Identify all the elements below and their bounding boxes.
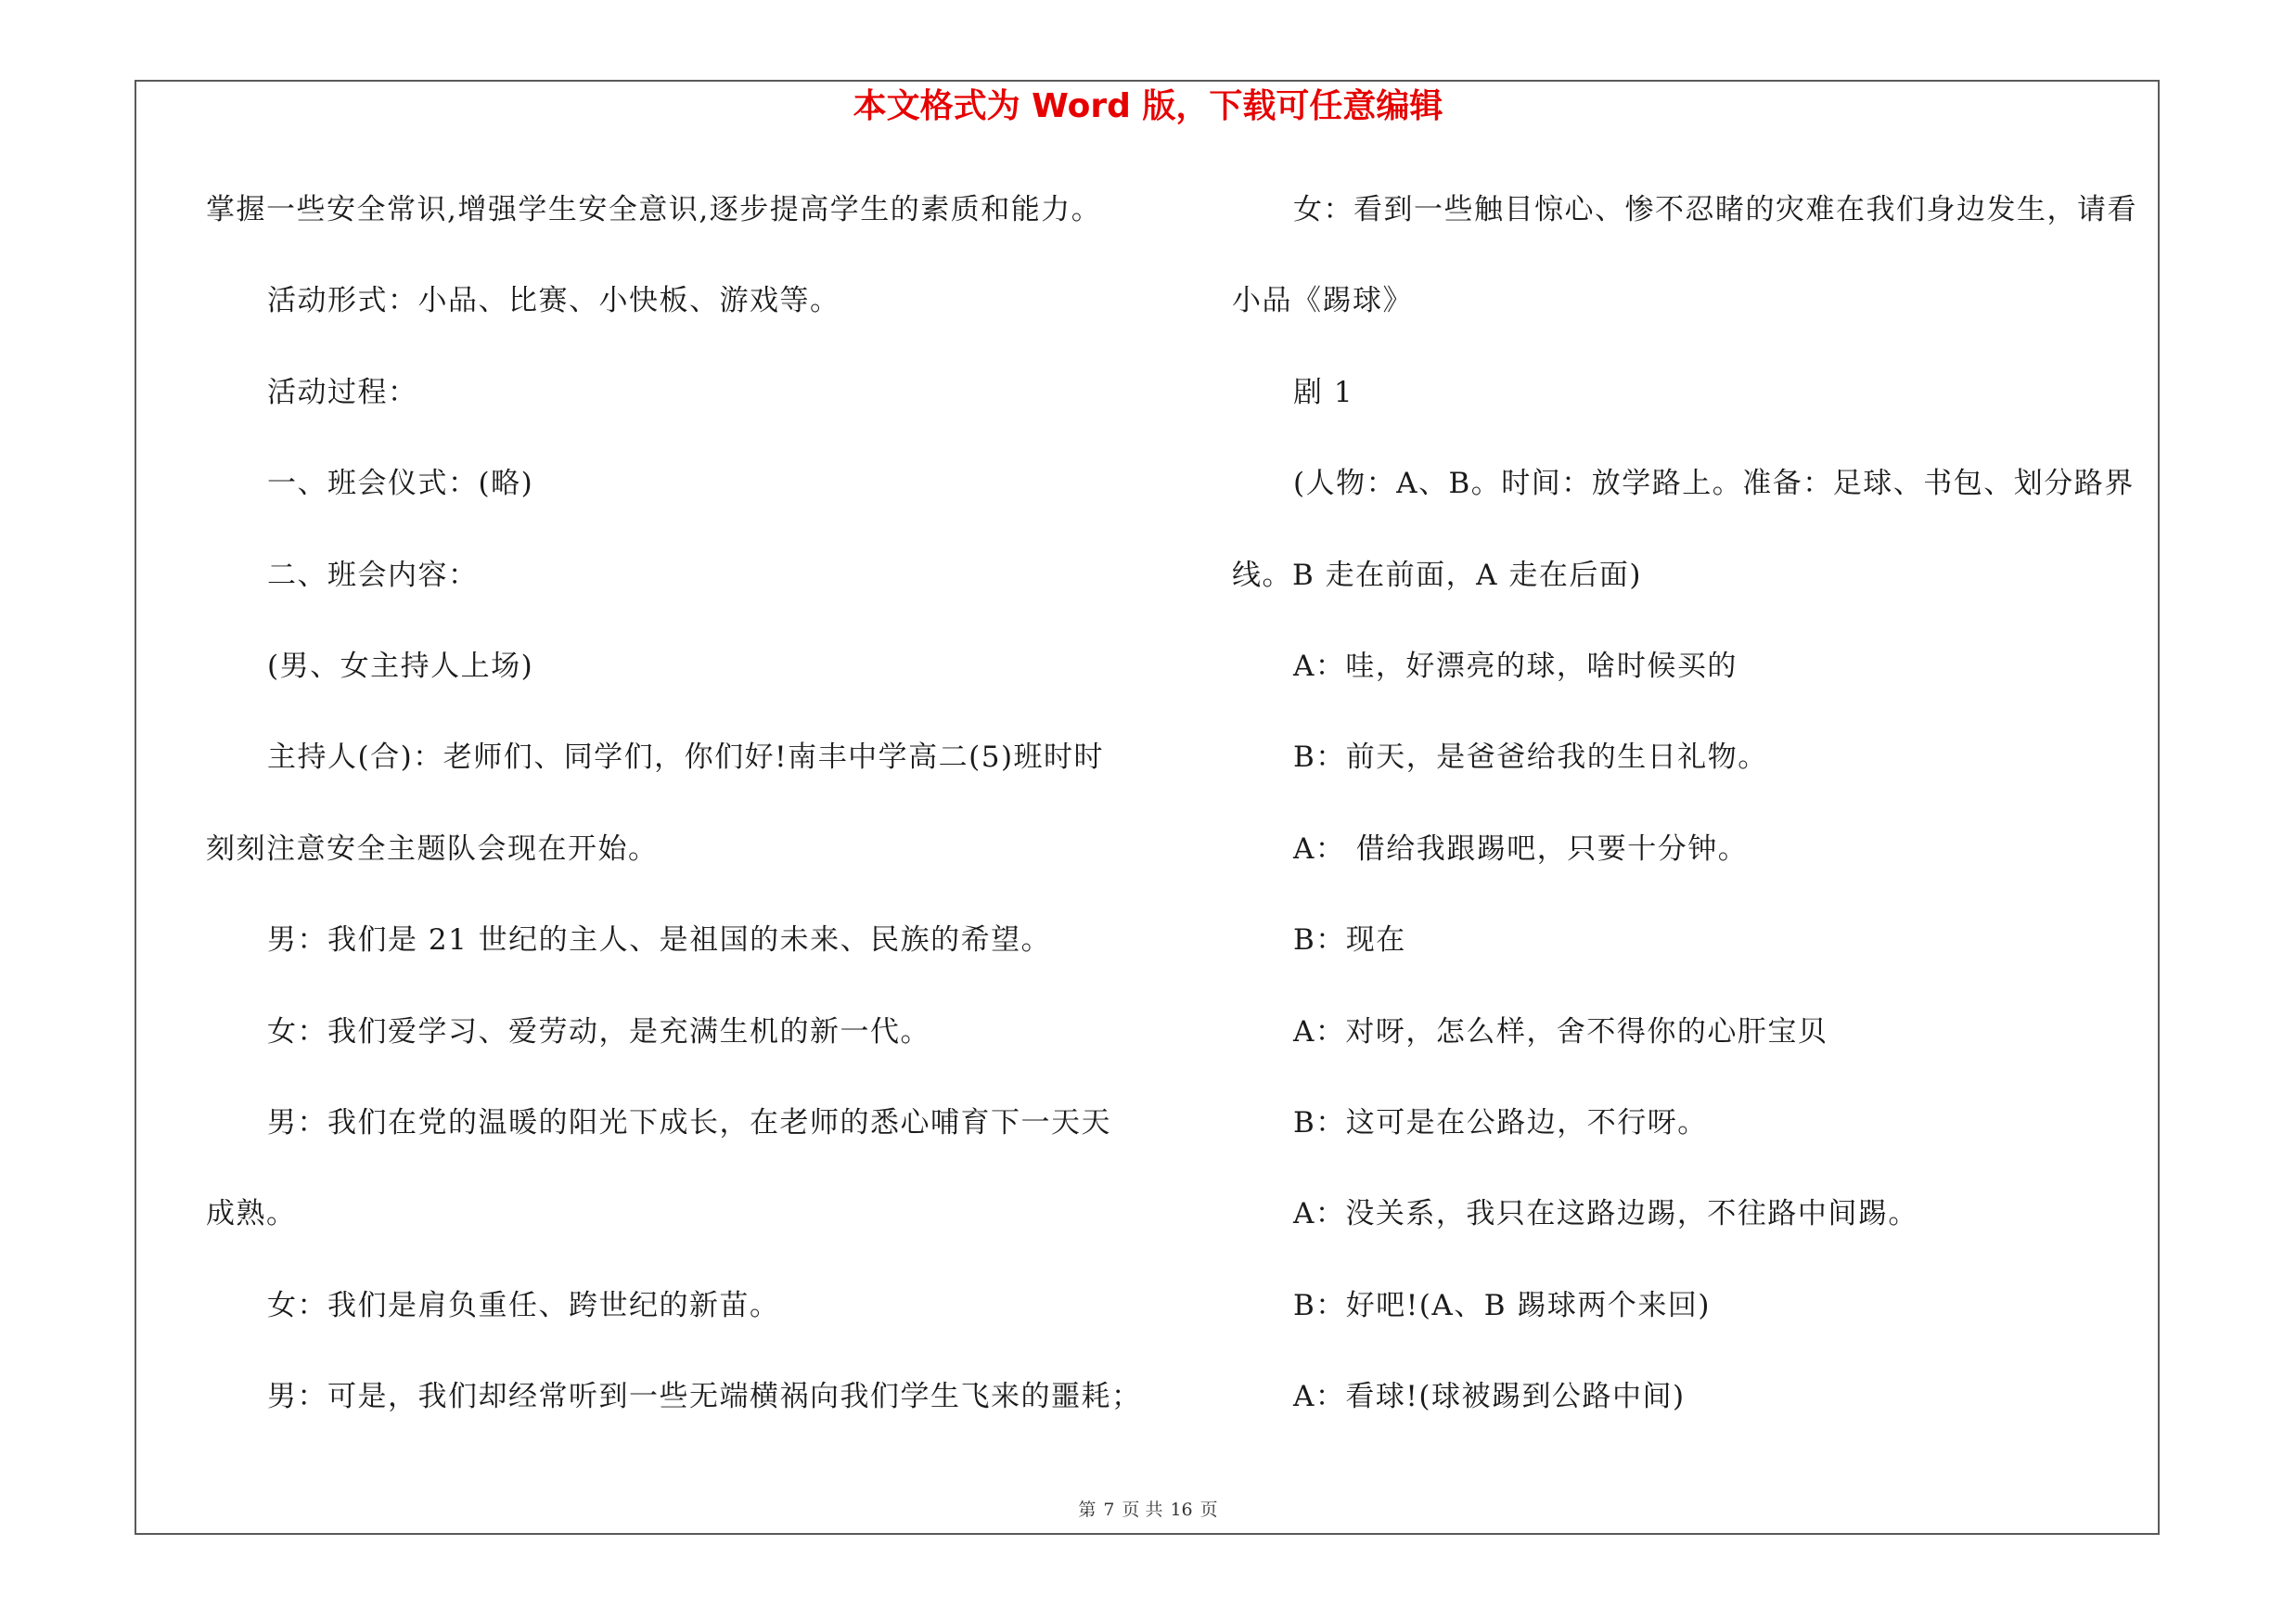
text-line: 一、班会仪式：(略) [267,467,534,501]
right-column [1232,187,2160,1464]
text-line: 男：我们是 21 世纪的主人、是祖国的未来、民族的希望。 [267,923,1052,958]
text-line: 剧 1 [1293,375,1354,409]
footer-prefix: 第 [1078,1500,1097,1520]
text-line: 女：我们爱学习、爱劳动，是充满生机的新一代。 [267,1014,930,1049]
text-line: A：对呀，怎么样，舍不得你的心肝宝贝 [1293,1014,1828,1049]
text-line: B：这可是在公路边，不行呀。 [1293,1105,1708,1140]
format-banner: 本文格式为 Word 版，下载可任意编辑 [853,87,1443,125]
text-line: A：哇，好漂亮的球，啥时候买的 [1293,649,1738,683]
text-line: 二、班会内容： [267,558,479,592]
total-page-count: 16 [1170,1500,1193,1520]
text-line: 小品《踢球》 [1232,284,1413,318]
text-line: 活动形式：小品、比赛、小快板、游戏等。 [267,284,840,318]
text-line: 成熟。 [206,1197,297,1231]
text-line: B：好吧!(A、B 踢球两个来回) [1293,1288,1711,1322]
left-column [206,187,1143,1464]
text-line: 男：可是，我们却经常听到一些无端横祸向我们学生飞来的噩耗； [267,1380,1142,1414]
text-line: B：现在 [1293,923,1406,958]
text-line: (男、女主持人上场) [267,649,534,683]
text-line: (人物：A、B。时间：放学路上。准备：足球、书包、划分路界 [1293,467,2135,501]
text-line: 女：我们是肩负重任、跨世纪的新苗。 [267,1288,780,1322]
text-line: 女：看到一些触目惊心、惨不忍睹的灾难在我们身边发生，请看 [1293,193,2137,226]
text-line: 线。B 走在前面，A 走在后面) [1232,558,1642,592]
text-line: A：没关系，我只在这路边踢，不往路中间踢。 [1293,1197,1918,1231]
text-line: 刻刻注意安全主题队会现在开始。 [206,831,659,866]
text-line: A： 借给我跟踢吧，只要十分钟。 [1293,831,1749,866]
text-line: 男：我们在党的温暖的阳光下成长，在老师的悉心哺育下一天天 [267,1105,1111,1140]
footer-suffix: 页 [1199,1500,1218,1520]
current-page-number: 7 [1103,1500,1115,1520]
text-line: 主持人(合)：老师们、同学们，你们好!南丰中学高二(5)班时时 [267,741,1105,775]
page-footer [0,1496,2296,1521]
text-line: 活动过程： [267,375,418,409]
text-line: 掌握一些安全常识,增强学生安全意识,逐步提高学生的素质和能力。 [206,193,1102,226]
text-line: B：前天，是爸爸给我的生日礼物。 [1293,741,1768,775]
footer-middle: 页 共 [1122,1500,1163,1520]
text-line: A：看球!(球被踢到公路中间) [1293,1380,1686,1414]
